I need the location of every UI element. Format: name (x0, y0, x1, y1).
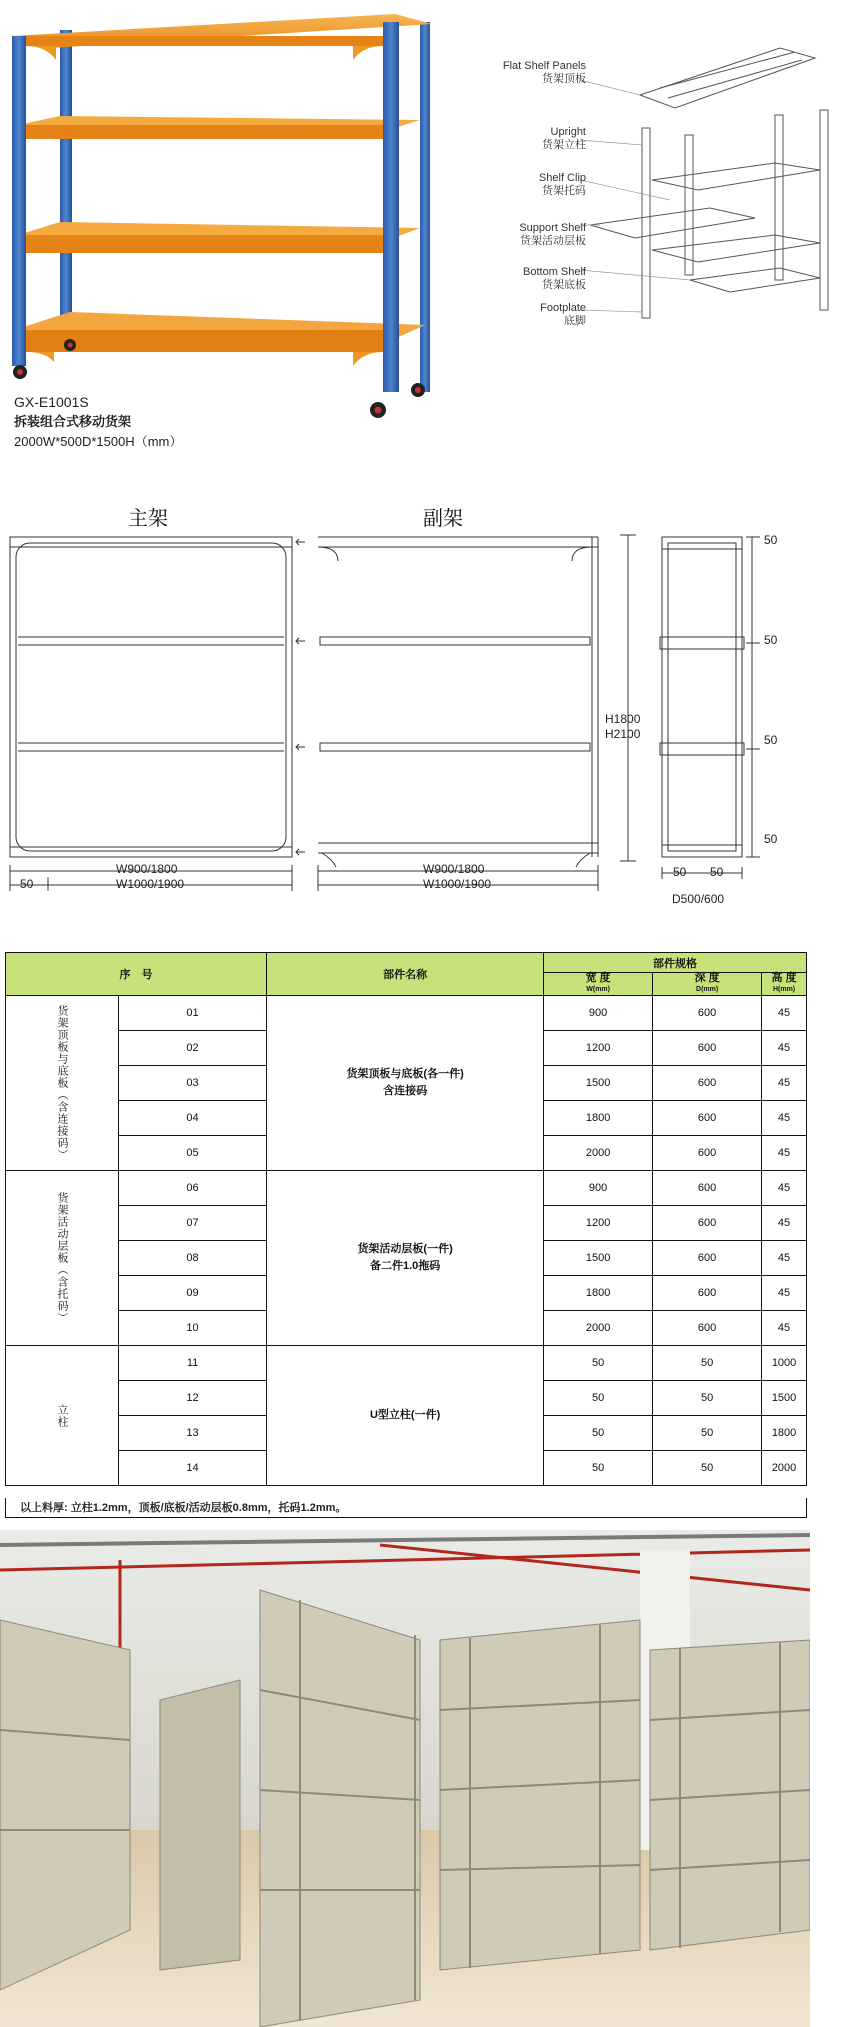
cell-d: 600 (653, 1031, 762, 1066)
cell-h: 45 (762, 1136, 807, 1171)
row-number: 12 (119, 1381, 267, 1416)
cell-w: 900 (544, 996, 653, 1031)
cell-d: 600 (653, 1276, 762, 1311)
cell-w: 1800 (544, 1276, 653, 1311)
row-number: 03 (119, 1066, 267, 1101)
bottom-dim-a: 50 (673, 865, 687, 879)
spec-body (6, 996, 807, 1486)
part-name (267, 996, 544, 1171)
part-name-line: 货架活动层板(一件) (357, 1243, 453, 1255)
cell-h: 1000 (762, 1346, 807, 1381)
cell-d: 600 (653, 996, 762, 1031)
part-name-line: 备二件1.0拖码 (369, 1260, 441, 1272)
cell-h: 45 (762, 1101, 807, 1136)
label-en: Upright (550, 126, 586, 138)
table-row (6, 1171, 807, 1206)
cell-h: 45 (762, 1066, 807, 1101)
cell-d: 50 (653, 1381, 762, 1416)
cell-w: 900 (544, 1171, 653, 1206)
row-number: 07 (119, 1206, 267, 1241)
label-en: Bottom Shelf (523, 266, 586, 278)
warehouse-photo (0, 1530, 810, 2027)
row-number: 09 (119, 1276, 267, 1311)
col-index-header: 序 号 (6, 953, 267, 996)
row-number: 05 (119, 1136, 267, 1171)
bottom-dim-b: 50 (710, 865, 724, 879)
main-left-dim: 50 (20, 877, 34, 891)
col-spec-header: 部件规格 (544, 953, 807, 973)
cell-w: 1500 (544, 1241, 653, 1276)
exploded-diagram (580, 40, 850, 330)
part-name-line: 含连接码 (383, 1085, 428, 1097)
part-name-line: 货架顶板与底板(各一件) (346, 1068, 464, 1080)
main-width-2: W1000/1900 (116, 877, 185, 891)
part-name (267, 1346, 544, 1486)
cell-w: 50 (544, 1451, 653, 1486)
row-number: 04 (119, 1101, 267, 1136)
col-name-header: 部件名称 (267, 953, 544, 996)
col-height-header (762, 973, 807, 996)
group-label: 货架活动层板（含托码） (6, 1171, 119, 1346)
drawing-main-title: 主架 (128, 506, 168, 530)
cell-h: 1500 (762, 1381, 807, 1416)
cell-d: 50 (653, 1346, 762, 1381)
label-en: Shelf Clip (538, 172, 586, 184)
material-note: 以上料厚: 立柱1.2mm，顶板/底板/活动层板0.8mm，托码1.2mm。 (5, 1498, 807, 1518)
cell-d: 600 (653, 1136, 762, 1171)
part-name (267, 1171, 544, 1346)
col-width-label: 宽 度 (585, 972, 611, 984)
product-size: 2000W*500D*1500H（mm） (14, 434, 183, 449)
product-name: 拆装组合式移动货架 (14, 414, 132, 429)
col-depth-label: 深 度 (694, 972, 720, 984)
side-dim-3: 50 (764, 733, 778, 747)
cell-w: 50 (544, 1416, 653, 1451)
label-cn: 货架托码 (542, 185, 586, 197)
part-name-line: U型立柱(一件) (369, 1409, 441, 1421)
cell-h: 45 (762, 1311, 807, 1346)
group-label: 货架顶板与底板（含连接码） (6, 996, 119, 1171)
sub-width-1: W900/1800 (423, 862, 485, 876)
row-number: 06 (119, 1171, 267, 1206)
spec-table (5, 952, 807, 1486)
row-number: 08 (119, 1241, 267, 1276)
cell-d: 50 (653, 1416, 762, 1451)
label-cn: 货架活动层板 (520, 235, 586, 247)
label-cn: 货架顶板 (542, 73, 586, 85)
col-depth-unit: D(mm) (696, 986, 719, 993)
cell-h: 45 (762, 1206, 807, 1241)
cell-h: 45 (762, 1171, 807, 1206)
cell-h: 2000 (762, 1451, 807, 1486)
cell-d: 600 (653, 1066, 762, 1101)
cell-d: 600 (653, 1241, 762, 1276)
row-number: 10 (119, 1311, 267, 1346)
row-number: 01 (119, 996, 267, 1031)
height-2: H2100 (605, 727, 641, 741)
drawing-sub-title: 副架 (423, 506, 463, 530)
depth-dim: D500/600 (672, 892, 725, 906)
cell-d: 600 (653, 1311, 762, 1346)
cell-w: 2000 (544, 1311, 653, 1346)
cell-h: 45 (762, 1276, 807, 1311)
cell-w: 50 (544, 1346, 653, 1381)
label-cn: 货架立柱 (542, 139, 586, 151)
cell-d: 600 (653, 1101, 762, 1136)
sub-width-2: W1000/1900 (423, 877, 492, 891)
cell-d: 600 (653, 1171, 762, 1206)
product-model: GX-E1001S (14, 394, 89, 410)
label-en: Flat Shelf Panels (502, 60, 586, 72)
side-dim-2: 50 (764, 633, 778, 647)
cell-w: 1800 (544, 1101, 653, 1136)
main-width-1: W900/1800 (116, 862, 178, 876)
label-cn: 货架底板 (542, 279, 586, 291)
side-dim-1: 50 (764, 533, 778, 547)
cell-h: 1800 (762, 1416, 807, 1451)
row-number: 02 (119, 1031, 267, 1066)
row-number: 13 (119, 1416, 267, 1451)
col-width-header (544, 973, 653, 996)
cell-w: 1200 (544, 1206, 653, 1241)
height-1: H1800 (605, 712, 641, 726)
table-row (6, 1346, 807, 1381)
cell-h: 45 (762, 996, 807, 1031)
side-dim-4: 50 (764, 832, 778, 846)
table-row (6, 996, 807, 1031)
cell-w: 50 (544, 1381, 653, 1416)
cell-w: 1500 (544, 1066, 653, 1101)
label-en: Support Shelf (519, 222, 586, 234)
col-depth-header (653, 973, 762, 996)
cell-d: 600 (653, 1206, 762, 1241)
cell-w: 1200 (544, 1031, 653, 1066)
col-height-unit: H(mm) (772, 986, 796, 993)
label-cn: 底脚 (564, 315, 586, 327)
row-number: 14 (119, 1451, 267, 1486)
group-label: 立柱 (6, 1346, 119, 1486)
cell-h: 45 (762, 1031, 807, 1066)
col-width-unit: W(mm) (586, 986, 610, 993)
cell-d: 50 (653, 1451, 762, 1486)
cell-h: 45 (762, 1241, 807, 1276)
product-photo (0, 0, 440, 440)
cell-w: 2000 (544, 1136, 653, 1171)
label-en: Footplate (540, 302, 586, 314)
col-height-label: 高 度 (771, 972, 797, 984)
row-number: 11 (119, 1346, 267, 1381)
